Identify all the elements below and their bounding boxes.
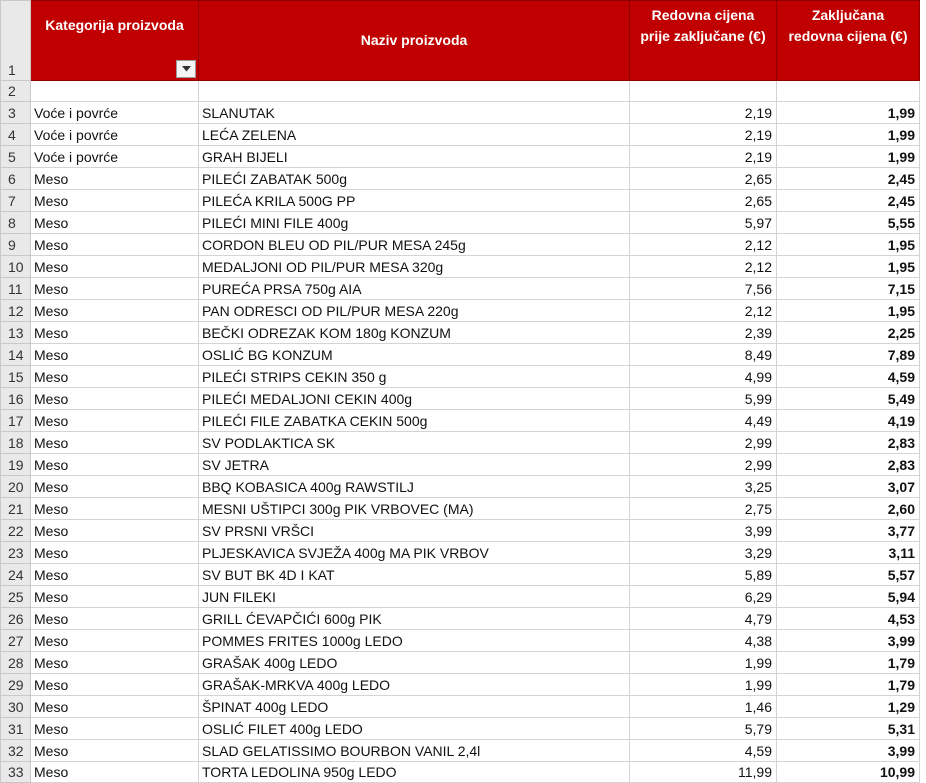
regular-price-cell[interactable]: 5,79 bbox=[630, 718, 777, 740]
locked-price-cell[interactable]: 1,99 bbox=[777, 102, 920, 124]
row-number[interactable]: 20 bbox=[1, 476, 31, 498]
product-name-cell[interactable]: OSLIĆ FILET 400g LEDO bbox=[199, 718, 630, 740]
row-number[interactable]: 31 bbox=[1, 718, 31, 740]
locked-price-cell[interactable]: 7,89 bbox=[777, 344, 920, 366]
regular-price-cell[interactable]: 2,19 bbox=[630, 124, 777, 146]
category-cell[interactable]: Meso bbox=[31, 234, 199, 256]
category-cell[interactable]: Meso bbox=[31, 278, 199, 300]
category-cell[interactable]: Meso bbox=[31, 718, 199, 740]
regular-price-cell[interactable]: 3,25 bbox=[630, 476, 777, 498]
table-row bbox=[1, 234, 920, 256]
row-number[interactable]: 27 bbox=[1, 630, 31, 652]
category-cell[interactable]: Meso bbox=[31, 454, 199, 476]
product-name-cell[interactable]: LEĆA ZELENA bbox=[199, 124, 630, 146]
product-name-cell[interactable]: PILEĆI MEDALJONI CEKIN 400g bbox=[199, 388, 630, 410]
row-number[interactable]: 5 bbox=[1, 146, 31, 168]
row-number[interactable]: 22 bbox=[1, 520, 31, 542]
category-cell[interactable]: Meso bbox=[31, 432, 199, 454]
category-cell[interactable]: Meso bbox=[31, 608, 199, 630]
table-row bbox=[1, 432, 920, 454]
header-locked-price-label: Zaključana redovna cijena (€) bbox=[788, 7, 908, 44]
locked-price-cell[interactable]: 1,79 bbox=[777, 652, 920, 674]
header-row bbox=[1, 1, 920, 81]
regular-price-cell[interactable]: 4,99 bbox=[630, 366, 777, 388]
row-number[interactable]: 13 bbox=[1, 322, 31, 344]
table-row bbox=[1, 322, 920, 344]
category-cell[interactable]: Meso bbox=[31, 652, 199, 674]
table-row bbox=[1, 630, 920, 652]
row-number[interactable]: 8 bbox=[1, 212, 31, 234]
locked-price-cell[interactable]: 1,79 bbox=[777, 674, 920, 696]
category-cell[interactable]: Meso bbox=[31, 674, 199, 696]
product-name-cell[interactable]: PLJESKAVICA SVJEŽA 400g MA PIK VRBOV bbox=[199, 542, 630, 564]
row-number[interactable]: 30 bbox=[1, 696, 31, 718]
category-cell[interactable]: Meso bbox=[31, 344, 199, 366]
table-row bbox=[1, 168, 920, 190]
regular-price-cell[interactable]: 3,99 bbox=[630, 520, 777, 542]
row-number[interactable]: 2 bbox=[1, 81, 31, 102]
table-row bbox=[1, 454, 920, 476]
table-row bbox=[1, 190, 920, 212]
locked-price-cell[interactable]: 5,94 bbox=[777, 586, 920, 608]
locked-price-cell[interactable]: 2,25 bbox=[777, 322, 920, 344]
locked-price-cell[interactable]: 1,99 bbox=[777, 146, 920, 168]
row-number[interactable]: 9 bbox=[1, 234, 31, 256]
regular-price-cell[interactable]: 2,12 bbox=[630, 234, 777, 256]
product-name-cell[interactable]: BEČKI ODREZAK KOM 180g KONZUM bbox=[199, 322, 630, 344]
product-name-cell[interactable]: MEDALJONI OD PIL/PUR MESA 320g bbox=[199, 256, 630, 278]
product-name-cell[interactable]: JUN FILEKI bbox=[199, 586, 630, 608]
regular-price-cell[interactable]: 2,65 bbox=[630, 190, 777, 212]
locked-price-cell[interactable]: 2,60 bbox=[777, 498, 920, 520]
table-row bbox=[1, 278, 920, 300]
row-number[interactable]: 26 bbox=[1, 608, 31, 630]
category-cell[interactable]: Meso bbox=[31, 630, 199, 652]
category-cell[interactable]: Voće i povrće bbox=[31, 146, 199, 168]
regular-price-cell[interactable]: 2,65 bbox=[630, 168, 777, 190]
filter-dropdown-button[interactable] bbox=[176, 60, 196, 78]
regular-price-cell[interactable]: 1,46 bbox=[630, 696, 777, 718]
table-row bbox=[1, 652, 920, 674]
product-name-cell[interactable]: CORDON BLEU OD PIL/PUR MESA 245g bbox=[199, 234, 630, 256]
row-number[interactable]: 23 bbox=[1, 542, 31, 564]
category-cell[interactable]: Meso bbox=[31, 256, 199, 278]
category-cell[interactable]: Meso bbox=[31, 520, 199, 542]
row-number[interactable]: 6 bbox=[1, 168, 31, 190]
regular-price-cell[interactable]: 2,12 bbox=[630, 256, 777, 278]
locked-price-cell[interactable]: 5,49 bbox=[777, 388, 920, 410]
regular-price-cell[interactable]: 5,97 bbox=[630, 212, 777, 234]
product-name-cell[interactable]: PILEĆI STRIPS CEKIN 350 g bbox=[199, 366, 630, 388]
regular-price-cell[interactable]: 3,29 bbox=[630, 542, 777, 564]
product-name-cell[interactable]: PILEĆI FILE ZABATKA CEKIN 500g bbox=[199, 410, 630, 432]
row-number[interactable]: 29 bbox=[1, 674, 31, 696]
regular-price-cell[interactable]: 4,79 bbox=[630, 608, 777, 630]
table-row bbox=[1, 542, 920, 564]
row-number[interactable]: 12 bbox=[1, 300, 31, 322]
locked-price-cell[interactable]: 4,53 bbox=[777, 608, 920, 630]
row-number[interactable]: 10 bbox=[1, 256, 31, 278]
regular-price-cell[interactable]: 2,99 bbox=[630, 454, 777, 476]
table-row bbox=[1, 740, 920, 762]
table-row bbox=[1, 146, 920, 168]
product-name-cell[interactable]: PILEĆI MINI FILE 400g bbox=[199, 212, 630, 234]
regular-price-cell[interactable]: 2,39 bbox=[630, 322, 777, 344]
table-row bbox=[1, 586, 920, 608]
table-row-partial bbox=[1, 762, 920, 783]
header-product-name-label: Naziv proizvoda bbox=[360, 32, 468, 48]
locked-price-cell[interactable]: 10,99 bbox=[777, 762, 920, 783]
category-cell[interactable]: Meso bbox=[31, 366, 199, 388]
product-name-cell[interactable]: GRAH BIJELI bbox=[199, 146, 630, 168]
category-cell[interactable]: Meso bbox=[31, 696, 199, 718]
empty-cell[interactable] bbox=[630, 81, 777, 102]
row-number[interactable]: 21 bbox=[1, 498, 31, 520]
product-name-cell[interactable]: PILEĆI ZABATAK 500g bbox=[199, 168, 630, 190]
regular-price-cell[interactable]: 4,59 bbox=[630, 740, 777, 762]
header-product-name[interactable] bbox=[199, 1, 630, 81]
category-cell[interactable]: Meso bbox=[31, 762, 199, 783]
regular-price-cell[interactable]: 2,99 bbox=[630, 432, 777, 454]
table-row bbox=[1, 344, 920, 366]
regular-price-cell[interactable]: 7,56 bbox=[630, 278, 777, 300]
table-row bbox=[1, 212, 920, 234]
product-name-cell[interactable]: TORTA LEDOLINA 950g LEDO bbox=[199, 762, 630, 783]
header-regular-price[interactable] bbox=[630, 1, 777, 81]
row-number[interactable]: 32 bbox=[1, 740, 31, 762]
row-number[interactable]: 3 bbox=[1, 102, 31, 124]
category-cell[interactable]: Meso bbox=[31, 564, 199, 586]
category-cell[interactable]: Meso bbox=[31, 586, 199, 608]
regular-price-cell[interactable]: 5,99 bbox=[630, 388, 777, 410]
product-name-cell[interactable]: SV PODLAKTICA SK bbox=[199, 432, 630, 454]
category-cell[interactable]: Voće i povrće bbox=[31, 102, 199, 124]
regular-price-cell[interactable]: 5,89 bbox=[630, 564, 777, 586]
table-row bbox=[1, 520, 920, 542]
category-cell[interactable]: Meso bbox=[31, 476, 199, 498]
product-name-cell[interactable]: SLANUTAK bbox=[199, 102, 630, 124]
table-row bbox=[1, 674, 920, 696]
locked-price-cell[interactable]: 3,99 bbox=[777, 740, 920, 762]
regular-price-cell[interactable]: 2,75 bbox=[630, 498, 777, 520]
locked-price-cell[interactable]: 5,57 bbox=[777, 564, 920, 586]
product-name-cell[interactable]: ŠPINAT 400g LEDO bbox=[199, 696, 630, 718]
product-name-cell[interactable]: POMMES FRITES 1000g LEDO bbox=[199, 630, 630, 652]
row-number[interactable]: 15 bbox=[1, 366, 31, 388]
table-row bbox=[1, 366, 920, 388]
category-cell[interactable]: Meso bbox=[31, 542, 199, 564]
locked-price-cell[interactable]: 2,45 bbox=[777, 168, 920, 190]
filter-dropdown-arrow-icon bbox=[182, 66, 191, 72]
regular-price-cell[interactable]: 6,29 bbox=[630, 586, 777, 608]
product-name-cell[interactable]: GRAŠAK 400g LEDO bbox=[199, 652, 630, 674]
product-name-cell[interactable]: MESNI UŠTIPCI 300g PIK VRBOVEC (MA) bbox=[199, 498, 630, 520]
regular-price-cell[interactable]: 4,49 bbox=[630, 410, 777, 432]
row-number[interactable]: 17 bbox=[1, 410, 31, 432]
locked-price-cell[interactable]: 3,99 bbox=[777, 630, 920, 652]
locked-price-cell[interactable]: 1,99 bbox=[777, 124, 920, 146]
table-row bbox=[1, 256, 920, 278]
row-number[interactable]: 14 bbox=[1, 344, 31, 366]
header-regular-price-label: Redovna cijena prije zaključane (€) bbox=[640, 7, 766, 44]
locked-price-cell[interactable]: 1,29 bbox=[777, 696, 920, 718]
row-number[interactable]: 11 bbox=[1, 278, 31, 300]
row-number[interactable]: 33 bbox=[1, 762, 31, 783]
regular-price-cell[interactable]: 2,19 bbox=[630, 146, 777, 168]
regular-price-cell[interactable]: 8,49 bbox=[630, 344, 777, 366]
row-number[interactable]: 16 bbox=[1, 388, 31, 410]
row-number[interactable]: 7 bbox=[1, 190, 31, 212]
regular-price-cell[interactable]: 1,99 bbox=[630, 652, 777, 674]
empty-cell[interactable] bbox=[31, 81, 199, 102]
product-name-cell[interactable]: OSLIĆ BG KONZUM bbox=[199, 344, 630, 366]
locked-price-cell[interactable]: 2,83 bbox=[777, 454, 920, 476]
empty-cell[interactable] bbox=[777, 81, 920, 102]
product-name-cell[interactable]: SV JETRA bbox=[199, 454, 630, 476]
regular-price-cell[interactable]: 11,99 bbox=[630, 762, 777, 783]
table-row bbox=[1, 498, 920, 520]
regular-price-cell[interactable]: 2,12 bbox=[630, 300, 777, 322]
locked-price-cell[interactable]: 1,95 bbox=[777, 300, 920, 322]
product-name-cell[interactable]: SLAD GELATISSIMO BOURBON VANIL 2,4l bbox=[199, 740, 630, 762]
regular-price-cell[interactable]: 1,99 bbox=[630, 674, 777, 696]
category-cell[interactable]: Meso bbox=[31, 300, 199, 322]
category-cell[interactable]: Meso bbox=[31, 168, 199, 190]
locked-price-cell[interactable]: 1,95 bbox=[777, 256, 920, 278]
category-cell[interactable]: Voće i povrće bbox=[31, 124, 199, 146]
product-name-cell[interactable]: PAN ODRESCI OD PIL/PUR MESA 220g bbox=[199, 300, 630, 322]
row-number[interactable]: 28 bbox=[1, 652, 31, 674]
table-row bbox=[1, 124, 920, 146]
locked-price-cell[interactable]: 1,95 bbox=[777, 234, 920, 256]
row-number[interactable]: 4 bbox=[1, 124, 31, 146]
row-number[interactable]: 1 bbox=[1, 1, 31, 81]
table-row bbox=[1, 410, 920, 432]
locked-price-cell[interactable]: 7,15 bbox=[777, 278, 920, 300]
product-name-cell[interactable]: BBQ KOBASICA 400g RAWSTILJ bbox=[199, 476, 630, 498]
header-category[interactable] bbox=[31, 1, 199, 81]
regular-price-cell[interactable]: 4,38 bbox=[630, 630, 777, 652]
product-name-cell[interactable]: GRILL ĆEVAPČIĆI 600g PIK bbox=[199, 608, 630, 630]
locked-price-cell[interactable]: 4,59 bbox=[777, 366, 920, 388]
category-cell[interactable]: Meso bbox=[31, 498, 199, 520]
locked-price-cell[interactable]: 3,07 bbox=[777, 476, 920, 498]
locked-price-cell[interactable]: 5,55 bbox=[777, 212, 920, 234]
empty-cell[interactable] bbox=[199, 81, 630, 102]
product-name-cell[interactable]: SV BUT BK 4D I KAT bbox=[199, 564, 630, 586]
header-category-label: Kategorija proizvoda bbox=[45, 17, 184, 33]
locked-price-cell[interactable]: 3,11 bbox=[777, 542, 920, 564]
category-cell[interactable]: Meso bbox=[31, 212, 199, 234]
row-number[interactable]: 25 bbox=[1, 586, 31, 608]
table-row bbox=[1, 564, 920, 586]
product-name-cell[interactable]: GRAŠAK-MRKVA 400g LEDO bbox=[199, 674, 630, 696]
locked-price-cell[interactable]: 2,45 bbox=[777, 190, 920, 212]
product-name-cell[interactable]: PILEĆA KRILA 500G PP bbox=[199, 190, 630, 212]
category-cell[interactable]: Meso bbox=[31, 388, 199, 410]
table-row bbox=[1, 476, 920, 498]
table-row bbox=[1, 388, 920, 410]
category-cell[interactable]: Meso bbox=[31, 740, 199, 762]
locked-price-cell[interactable]: 4,19 bbox=[777, 410, 920, 432]
table-row bbox=[1, 608, 920, 630]
row-number[interactable]: 19 bbox=[1, 454, 31, 476]
category-cell[interactable]: Meso bbox=[31, 190, 199, 212]
table-row bbox=[1, 718, 920, 740]
product-name-cell[interactable]: SV PRSNI VRŠCI bbox=[199, 520, 630, 542]
locked-price-cell[interactable]: 3,77 bbox=[777, 520, 920, 542]
table-row bbox=[1, 696, 920, 718]
table-row bbox=[1, 102, 920, 124]
locked-price-cell[interactable]: 5,31 bbox=[777, 718, 920, 740]
header-locked-price[interactable] bbox=[777, 1, 920, 81]
category-cell[interactable]: Meso bbox=[31, 410, 199, 432]
row-number[interactable]: 24 bbox=[1, 564, 31, 586]
locked-price-cell[interactable]: 2,83 bbox=[777, 432, 920, 454]
product-name-cell[interactable]: PUREĆA PRSA 750g AIA bbox=[199, 278, 630, 300]
row-number[interactable]: 18 bbox=[1, 432, 31, 454]
category-cell[interactable]: Meso bbox=[31, 322, 199, 344]
table-row bbox=[1, 300, 920, 322]
regular-price-cell[interactable]: 2,19 bbox=[630, 102, 777, 124]
blank-row bbox=[1, 81, 920, 102]
